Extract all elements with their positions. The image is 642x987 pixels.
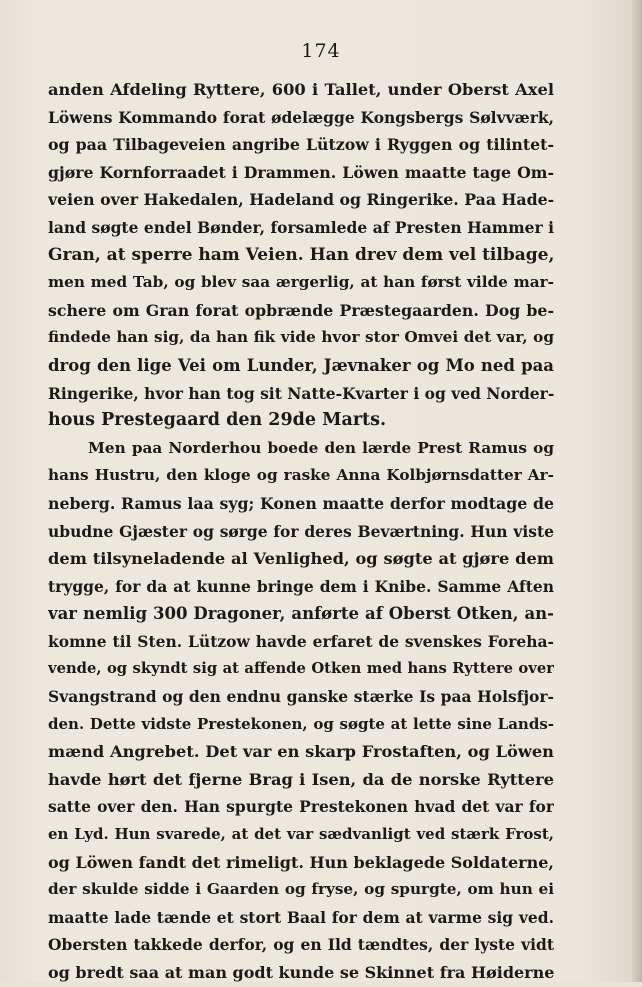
text-line: Svangstrand og den endnu ganske stærke Is paa Holsfjor- bbox=[48, 687, 554, 707]
text-line: havde hørt det fjerne Brag i Isen, da de norske Ryttere bbox=[48, 769, 554, 789]
text-line: gjøre Kornforraadet i Drammen. Löwen maatte tage Om- bbox=[48, 162, 554, 182]
text-line: hans Hustru, den kloge og raske Anna Kolbjørnsdatter Ar- bbox=[48, 466, 554, 485]
text-line: Men paa Norderhou boede den lærde Prest Ramus og bbox=[88, 438, 554, 457]
text-line: anden Afdeling Ryttere, 600 i Tallet, under Oberst Axel bbox=[48, 80, 554, 99]
text-line: og bredt saa at man godt kunde se Skinnet fra Høiderne bbox=[48, 963, 554, 982]
text-line: land søgte endel Bønder, forsamlede af Presten Hammer i bbox=[48, 217, 554, 237]
text-line: den. Dette vidste Prestekonen, og søgte at lette sine Lands- bbox=[48, 714, 554, 733]
page-gutter-shadow bbox=[632, 0, 642, 982]
text-line: en Lyd. Hun svarede, at det var sædvanligt ved stærk Frost, bbox=[48, 825, 554, 844]
text-line: trygge, for da at kunne bringe dem i Knibe. Samme Aften bbox=[48, 576, 554, 596]
text-line: Obersten takkede derfor, og en Ild tændtes, der lyste vidt bbox=[48, 935, 554, 955]
text-line: Löwens Kommando forat ødelægge Kongsbergs Sølvværk, bbox=[48, 107, 554, 127]
text-line: komne til Sten. Lützow havde erfaret de svenskes Foreha- bbox=[48, 631, 554, 651]
text-line: mænd Angrebet. Det var en skarp Frostaften, og Löwen bbox=[48, 742, 554, 762]
page-number: 174 bbox=[301, 40, 341, 62]
text-line: var nemlig 300 Dragoner, anførte af Oberst Otken, an- bbox=[48, 604, 554, 624]
text-line: satte over den. Han spurgte Prestekonen hvad det var for bbox=[48, 797, 554, 817]
body-text bbox=[48, 76, 554, 987]
text-line: neberg. Ramus laa syg; Konen maatte derfor modtage de bbox=[48, 493, 554, 513]
text-line: schere om Gran forat opbrænde Præstegaarden. Dog be- bbox=[48, 300, 554, 320]
text-line: ubudne Gjæster og sørge for deres Beværtning. Hun viste bbox=[48, 521, 554, 541]
text-line: veien over Hakedalen, Hadeland og Ringerike. Paa Hade- bbox=[48, 190, 554, 210]
text-line: vende, og skyndt sig at affende Otken med hans Ryttere over bbox=[48, 660, 554, 678]
text-line: der skulde sidde i Gaarden og fryse, og spurgte, om hun ei bbox=[48, 880, 554, 899]
text-line: men med Tab, og blev saa ærgerlig, at han først vilde mar- bbox=[48, 273, 554, 292]
text-line: Ringerike, hvor han tog sit Natte-Kvarter i og ved Norder- bbox=[48, 383, 554, 403]
text-line: og paa Tilbageveien angribe Lützow i Ryggen og tilintet- bbox=[48, 135, 554, 155]
text-line: dem tilsyneladende al Venlighed, og søgte at gjøre dem bbox=[48, 549, 554, 569]
text-line: hous Prestegaard den 29de Marts. bbox=[48, 410, 387, 431]
text-line: drog den lige Vei om Lunder, Jævnaker og Mo ned paa bbox=[48, 355, 554, 375]
text-line: maatte lade tænde et stort Baal for dem at varme sig ved. bbox=[48, 907, 554, 927]
text-line: og Löwen fandt det rimeligt. Hun beklagede Soldaterne, bbox=[48, 852, 554, 872]
text-line: findede han sig, da han fik vide hvor stor Omvei det var, og bbox=[48, 328, 554, 347]
text-line: Gran, at sperre ham Veien. Han drev dem vel tilbage, bbox=[48, 244, 554, 265]
